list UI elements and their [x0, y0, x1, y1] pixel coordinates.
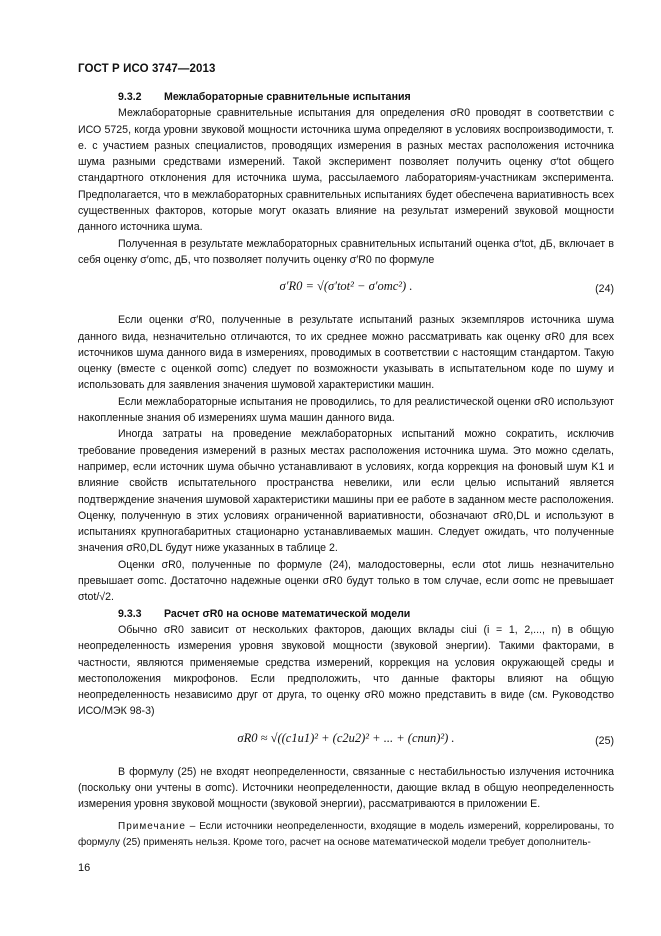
paragraph-5: Иногда затраты на проведение межлабораторных испытаний можно сократить, исключив требование проведения измерений в разных местах расположения источника шума. Это можно сделать, например, если источник шума обычно устанавливают в условиях, когда коррекция на фоновый шум K1 и влияние свойств испытательного пространства невелики, или если целью испытаний является подтверждение значения шумовой характеристики машины при ее работе в заданном месте расположения. Оценку, полученную в этих условиях ограниченной вариативности, обозначают σR0,DL и используют в испытаниях крупногабаритных стационарно устанавливаемых машин. Следует ожидать, что полученные значения σR0,DL будут ниже указанных в таблице 2.	[78, 428, 614, 555]
section-number: 9.3.2	[118, 91, 142, 103]
formula-25-number: (25)	[595, 734, 614, 747]
paragraph-8: В формулу (25) не входят неопределенности, связанные с нестабильностью излучения источника (поскольку они учтены в σomc). Источники неопределенности, дающие вклад в общую неопределенность измерения уровня звуковой мощности (звуковой энергии), рассматриваются в приложении Е.	[78, 765, 614, 811]
page-number: 16	[78, 862, 91, 874]
section-title: Межлабораторные сравнительные испытания	[164, 91, 411, 103]
formula-25	[78, 724, 614, 758]
note	[78, 819, 614, 852]
section-heading-9-3-3	[78, 606, 614, 622]
paragraph-7: Обычно σR0 зависит от нескольких факторов, дающих вклады ciui (i = 1, 2,..., n) в общую неопределенность измерения уровня звуковой мощности (звуковой энергии). Такими факторами, в частности, являются применяемые средства измерений, коррекция на условия окружающей среды и местоположения микрофонов. Если предположить, что данные факторы влияют на общую неопределенность независимо друг от друга, то оценку σR0 можно представить в виде (см. Руководство ИСО/МЭК 98-3)	[78, 623, 614, 718]
paragraph-3: Если оценки σ′R0, полученные в результате испытаний разных экземпляров источника шума данного вида, незначительно отличаются, то их среднее можно рассматривать как оценку σR0 для всех источников шума данного вида в измерениях, проводимых в соответствии с настоящим стандартом. Такую оценку (вместе с оценкой σomc) следует по возможности указывать в испытательном коде по шуму и использовать для заявления значения шумовой характеристики машин.	[78, 314, 614, 392]
formula-24-number: (24)	[595, 283, 614, 296]
paragraph-6: Оценки σR0, полученные по формуле (24), малодостоверны, если σtot лишь незначительно превышает σomc. Достаточно надежные оценки σR0 будут только в том случае, если σomc не превышает σtot/√2.	[78, 558, 614, 604]
document-header: ГОСТ Р ИСО 3747—2013	[78, 63, 216, 75]
paragraph-4: Если межлабораторные испытания не проводились, то для реалистической оценки σR0 используют накопленные знания об измерениях шума машин данного вида.	[78, 395, 614, 425]
section-title: Расчет σR0 на основе математической модели	[164, 607, 411, 620]
note-text: – Если источники неопределенности, входящие в модель измерений, коррелированы, то формулу (25) применять нельзя. Кроме того, расчет на основе математической модели требует дополнитель-	[78, 820, 614, 848]
formula-24	[78, 272, 614, 306]
formula-25-expression: σR0 ≈ √((c1u1)² + (c2u2)² + ... + (cnun)²) .	[237, 730, 455, 745]
paragraph-2: Полученная в результате межлабораторных сравнительных испытаний оценка σ′tot, дБ, включает в себя оценку σ′omc, дБ, что позволяет получить оценку σ′R0 по формуле	[78, 237, 614, 266]
main-content	[78, 89, 614, 851]
paragraph-1: Межлабораторные сравнительные испытания для определения σR0 проводят в соответствии с ИСО 5725, когда уровни звуковой мощности источника шума определяют в условиях воспроизводимости, т. е. с участием разных специалистов, проводящих измерения в разных местах расположения источника шума разными средствами измерений. Такой эксперимент позволяет получить оценку σ′tot общего стандартного отклонения для источника шума, рассылаемого лабораториям-участникам эксперимента. Предполагается, что в межлабораторных сравнительных испытаниях будет обеспечена вариативность всех существенных факторов, которые могут оказать влияние на результат измерений звуковой мощности данного источника шума.	[78, 107, 614, 234]
note-label: Примечание	[118, 820, 186, 832]
section-number: 9.3.3	[118, 607, 142, 620]
formula-24-expression: σ′R0 = √(σ′tot² − σ′omc²) .	[279, 279, 413, 294]
section-heading-9-3-2	[78, 89, 614, 105]
